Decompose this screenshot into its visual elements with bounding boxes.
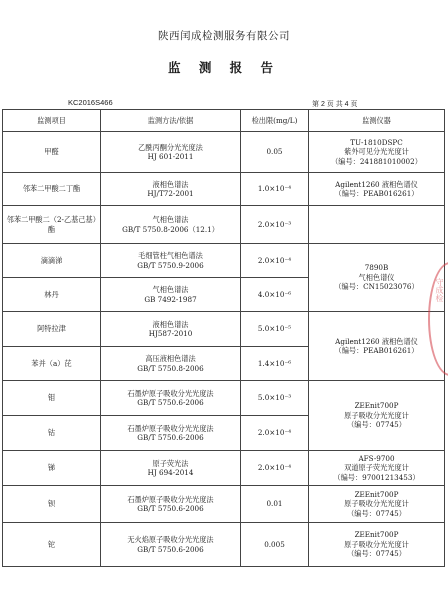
column-header: 监测仪器 [309,110,445,132]
limit-cell: 2.0×10⁻³ [241,206,309,244]
method-name: 毛细管柱气相色谱法 [138,251,203,261]
item-cell: 邻苯二甲酸二丁酯 [3,173,101,206]
limit-cell: 0.05 [241,132,309,173]
instrument-model: ZEEnit700P [354,530,399,540]
instrument-cell [309,206,445,244]
instrument-model: TU-1810DSPC [350,137,403,147]
method-cell [101,523,241,567]
method-name: 高压液相色谱法 [145,354,196,364]
limit-cell: 5.0×10⁻³ [241,381,309,416]
instrument-name: 原子吸收分光光度计 [344,499,409,509]
column-header: 检出限(mg/L) [241,110,309,132]
instrument-number: （编号：CN15023076） [334,282,419,292]
item-cell: 苯并（a）芘 [3,347,101,381]
instrument-name: 原子吸收分光光度计 [344,539,409,549]
organization-name: 陕西闰成检测服务有限公司 [158,30,290,42]
table-row [3,312,445,347]
report-number: KC2016S466 [68,98,113,107]
limit-cell: 0.01 [241,486,309,523]
instrument-number: （编号：PEAB016261） [334,346,419,355]
instrument-model: ZEEnit700P [354,401,399,411]
item-cell: 钴 [3,416,101,451]
method-standard: HJ/T72-2001 [147,189,194,198]
method-standard: GB/T 5750.6-2006 [137,544,204,554]
method-name: 气相色谱法 [152,215,189,225]
limit-cell: 5.0×10⁻⁵ [241,312,309,347]
table-row [3,206,445,244]
instrument-name: 双道原子荧光光度计 [344,463,409,473]
method-cell [101,173,241,206]
instrument-number: （编号：07745） [347,508,406,518]
method-name: 气相色谱法 [152,285,189,295]
instrument-cell [309,523,445,567]
limit-cell: 2.0×10⁻⁴ [241,451,309,486]
item-cell: 甲醛 [3,132,101,173]
limit-cell: 0.005 [241,523,309,567]
instrument-number: （编号：PEAB016261） [334,189,419,198]
limit-cell: 2.0×10⁻⁴ [241,416,309,451]
instrument-name: 原子吸收分光光度计 [344,410,409,420]
column-header: 监测项目 [3,110,101,132]
method-cell [101,486,241,523]
item-cell: 钡 [3,486,101,523]
table-row [3,244,445,278]
instrument-number: （编号：07745） [347,549,406,559]
instrument-cell [309,486,445,523]
method-cell [101,278,241,312]
report-title: 监 测 报 告 [167,60,281,75]
method-name: 石墨炉原子吸收分光光度法 [127,494,214,504]
table-row [3,381,445,416]
method-standard: HJ 601-2011 [147,152,194,161]
table-row [3,523,445,567]
item-cell: 邻苯二甲酸二（2-乙基己基）酯 [3,206,101,244]
limit-cell: 4.0×10⁻⁶ [241,278,309,312]
instrument-cell [309,312,445,381]
method-cell [101,206,241,244]
instrument-cell [309,132,445,173]
instrument-number: （编号：241881010002） [331,156,422,166]
table-row [3,451,445,486]
instrument-number: （编号：07745） [347,420,406,430]
method-standard: GB/T 5750.8-2006 [137,363,204,373]
instrument-number: （编号：97001213453） [333,472,420,482]
table-row [3,132,445,173]
table-header-row [3,110,445,132]
table-row [3,173,445,206]
item-cell: 钼 [3,381,101,416]
instrument-cell [309,451,445,486]
method-standard: GB/T 5750.9-2006 [137,260,204,270]
limit-cell: 2.0×10⁻⁴ [241,244,309,278]
item-cell: 滴滴涕 [3,244,101,278]
page-indicator: 第 2 页 共 4 页 [312,101,358,108]
method-cell [101,347,241,381]
instrument-cell [309,381,445,451]
method-name: 液相色谱法 [152,319,189,329]
method-cell [101,312,241,347]
method-standard: HJ587-2010 [148,329,193,338]
method-cell [101,451,241,486]
method-name: 石墨炉原子吸收分光光度法 [127,388,214,398]
instrument-name: 紫外可见分光光度计 [344,147,409,157]
method-name: 液相色谱法 [152,179,189,189]
item-cell: 林丹 [3,278,101,312]
method-standard: GB/T 5750.6-2006 [137,398,204,407]
method-standard: GB 7492-1987 [144,294,197,304]
method-cell [101,244,241,278]
instrument-model: ZEEnit700P [354,489,399,499]
item-cell: 锑 [3,451,101,486]
method-name: 石墨炉原子吸收分光光度法 [127,423,214,433]
instrument-model: AFS-9700 [358,453,395,463]
method-name: 无火焰原子吸收分光光度法 [127,535,214,545]
instrument-name: Agilent1260 液相色谱仪 [335,336,418,346]
method-name: 乙酰丙酮分光光度法 [138,142,203,152]
column-header: 监测方法/依据 [101,110,241,132]
instrument-name: Agilent1260 液相色谱仪 [335,179,418,189]
limit-cell: 1.0×10⁻⁴ [241,173,309,206]
stamp-text: 守成检 [435,278,444,302]
method-standard: GB/T 5750.6-2006 [137,504,204,513]
item-cell: 铊 [3,523,101,567]
table-row [3,486,445,523]
method-standard: GB/T 5750.8-2006（12.1） [122,224,219,234]
instrument-model: 7890B [364,263,389,273]
item-cell: 阿特拉津 [3,312,101,347]
instrument-cell [309,173,445,206]
method-name: 原子荧光法 [152,458,189,468]
method-standard: GB/T 5750.6-2006 [137,433,204,442]
method-cell [101,416,241,451]
method-cell [101,381,241,416]
method-cell [101,132,241,173]
method-standard: HJ 694-2014 [147,468,194,477]
monitoring-table [2,109,445,567]
instrument-name: 气相色谱仪 [358,272,395,282]
limit-cell: 1.4×10⁻⁶ [241,347,309,381]
instrument-cell [309,244,445,312]
